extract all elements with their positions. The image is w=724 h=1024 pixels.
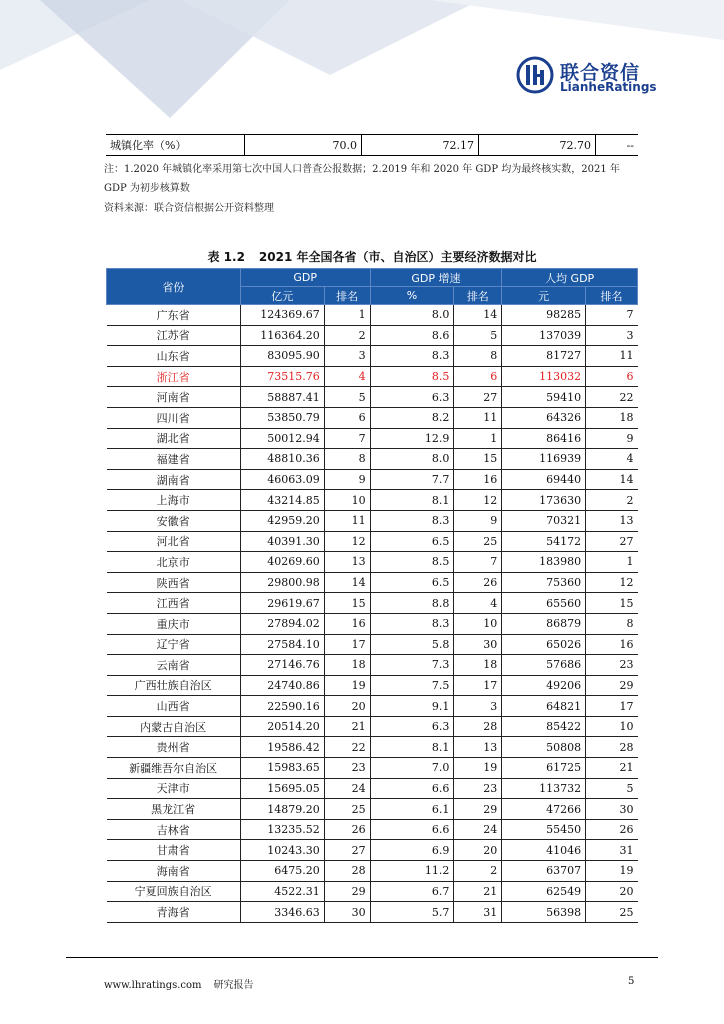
- province-cell: 重庆市: [107, 613, 241, 634]
- province-cell: 青海省: [107, 902, 241, 923]
- per-capita-rank-cell: 31: [586, 840, 638, 861]
- growth-cell: 8.2: [370, 407, 454, 428]
- table-row: [107, 778, 638, 799]
- per-capita-rank-cell: 20: [586, 881, 638, 902]
- province-cell: 天津市: [107, 778, 241, 799]
- brand-name-cn: 联合资信: [560, 62, 641, 84]
- gdp-rank-cell: 25: [324, 799, 370, 820]
- per-capita-rank-cell: 14: [586, 469, 638, 490]
- per-capita-rank-cell: 11: [586, 346, 638, 367]
- growth-rank-cell: 2: [454, 861, 502, 882]
- growth-rank-cell: 6: [454, 366, 502, 387]
- header-unit: 元: [502, 287, 586, 305]
- gdp-rank-cell: 10: [324, 490, 370, 511]
- gdp-cell: 3346.63: [240, 902, 324, 923]
- table-row: [107, 325, 638, 346]
- table-row: [107, 696, 638, 717]
- gdp-rank-cell: 5: [324, 387, 370, 408]
- table-row: [107, 572, 638, 593]
- header-province: 省份: [107, 269, 241, 305]
- gdp-cell: 20514.20: [240, 716, 324, 737]
- header-unit: %: [370, 287, 454, 305]
- per-capita-cell: 75360: [502, 572, 586, 593]
- table-row: [107, 655, 638, 676]
- growth-rank-cell: 15: [454, 449, 502, 470]
- growth-rank-cell: 14: [454, 305, 502, 326]
- gdp-rank-cell: 18: [324, 655, 370, 676]
- growth-cell: 5.8: [370, 634, 454, 655]
- gdp-cell: 43214.85: [240, 490, 324, 511]
- per-capita-rank-cell: 17: [586, 696, 638, 717]
- footer-url[interactable]: www.lhratings.com: [104, 980, 202, 991]
- growth-cell: 5.7: [370, 902, 454, 923]
- gdp-cell: 116364.20: [240, 325, 324, 346]
- gdp-rank-cell: 12: [324, 531, 370, 552]
- province-cell: 河南省: [107, 387, 241, 408]
- per-capita-rank-cell: 6: [586, 366, 638, 387]
- table-row: [107, 407, 638, 428]
- growth-rank-cell: 30: [454, 634, 502, 655]
- gdp-rank-cell: 29: [324, 881, 370, 902]
- province-cell: 北京市: [107, 552, 241, 573]
- header-rank: 排名: [324, 287, 370, 305]
- gdp-cell: 50012.94: [240, 428, 324, 449]
- gdp-cell: 15695.05: [240, 778, 324, 799]
- gdp-cell: 15983.65: [240, 758, 324, 779]
- cell: 70.0: [245, 135, 362, 156]
- header-gdp: GDP: [240, 269, 370, 287]
- province-cell: 广西壮族自治区: [107, 675, 241, 696]
- table-row: [107, 840, 638, 861]
- province-cell: 陕西省: [107, 572, 241, 593]
- gdp-rank-cell: 1: [324, 305, 370, 326]
- per-capita-rank-cell: 9: [586, 428, 638, 449]
- per-capita-rank-cell: 21: [586, 758, 638, 779]
- brand-logo: [516, 56, 657, 96]
- gdp-cell: 83095.90: [240, 346, 324, 367]
- province-cell: 广东省: [107, 305, 241, 326]
- per-capita-cell: 98285: [502, 305, 586, 326]
- growth-rank-cell: 1: [454, 428, 502, 449]
- province-cell: 辽宁省: [107, 634, 241, 655]
- province-cell: 四川省: [107, 407, 241, 428]
- table-row: [107, 613, 638, 634]
- gdp-cell: 73515.76: [240, 366, 324, 387]
- per-capita-cell: 59410: [502, 387, 586, 408]
- per-capita-cell: 70321: [502, 510, 586, 531]
- growth-cell: 6.9: [370, 840, 454, 861]
- growth-cell: 7.7: [370, 469, 454, 490]
- lianhe-logo-icon: [516, 56, 554, 94]
- gdp-rank-cell: 11: [324, 510, 370, 531]
- per-capita-cell: 113032: [502, 366, 586, 387]
- table-row: [107, 552, 638, 573]
- gdp-rank-cell: 26: [324, 819, 370, 840]
- table-note: 注：1.2020 年城镇化率采用第七次中国人口普查公报数据；2.2019 年和 2020 年 GDP 均为最终核实数，2021 年 GDP 为初步核算数: [104, 164, 620, 194]
- growth-cell: 6.3: [370, 387, 454, 408]
- growth-rank-cell: 31: [454, 902, 502, 923]
- cell: --: [596, 135, 639, 156]
- province-cell: 海南省: [107, 861, 241, 882]
- per-capita-rank-cell: 7: [586, 305, 638, 326]
- growth-rank-cell: 20: [454, 840, 502, 861]
- per-capita-cell: 50808: [502, 737, 586, 758]
- gdp-rank-cell: 19: [324, 675, 370, 696]
- gdp-cell: 27584.10: [240, 634, 324, 655]
- urbanization-table: [106, 134, 638, 156]
- growth-rank-cell: 11: [454, 407, 502, 428]
- growth-cell: 12.9: [370, 428, 454, 449]
- growth-cell: 6.6: [370, 778, 454, 799]
- growth-cell: 8.3: [370, 510, 454, 531]
- per-capita-rank-cell: 30: [586, 799, 638, 820]
- gdp-rank-cell: 28: [324, 861, 370, 882]
- growth-rank-cell: 16: [454, 469, 502, 490]
- gdp-rank-cell: 14: [324, 572, 370, 593]
- gdp-cell: 42959.20: [240, 510, 324, 531]
- gdp-rank-cell: 27: [324, 840, 370, 861]
- gdp-cell: 29619.67: [240, 593, 324, 614]
- gdp-cell: 19586.42: [240, 737, 324, 758]
- growth-cell: 7.5: [370, 675, 454, 696]
- header-unit: 亿元: [240, 287, 324, 305]
- data-source: 资料来源：联合资信根据公开资料整理: [104, 203, 274, 214]
- table-row: [107, 387, 638, 408]
- table-caption: [106, 248, 638, 265]
- growth-rank-cell: 24: [454, 819, 502, 840]
- per-capita-cell: 49206: [502, 675, 586, 696]
- per-capita-rank-cell: 15: [586, 593, 638, 614]
- table-row: [107, 737, 638, 758]
- caption-title: 2021 年全国各省（市、自治区）主要经济数据对比: [258, 250, 537, 264]
- footer: [104, 976, 254, 991]
- gdp-cell: 48810.36: [240, 449, 324, 470]
- per-capita-rank-cell: 26: [586, 819, 638, 840]
- gdp-cell: 27146.76: [240, 655, 324, 676]
- per-capita-rank-cell: 10: [586, 716, 638, 737]
- growth-cell: 11.2: [370, 861, 454, 882]
- table-row: [107, 819, 638, 840]
- table-row: [107, 758, 638, 779]
- per-capita-cell: 62549: [502, 881, 586, 902]
- gdp-cell: 4522.31: [240, 881, 324, 902]
- table-row: [107, 490, 638, 511]
- gdp-rank-cell: 6: [324, 407, 370, 428]
- per-capita-cell: 64821: [502, 696, 586, 717]
- per-capita-rank-cell: 16: [586, 634, 638, 655]
- gdp-rank-cell: 8: [324, 449, 370, 470]
- per-capita-cell: 57686: [502, 655, 586, 676]
- table-row: [107, 346, 638, 367]
- table-row: [107, 305, 638, 326]
- growth-rank-cell: 13: [454, 737, 502, 758]
- growth-cell: 8.0: [370, 449, 454, 470]
- province-cell: 江苏省: [107, 325, 241, 346]
- per-capita-rank-cell: 3: [586, 325, 638, 346]
- growth-cell: 8.3: [370, 613, 454, 634]
- per-capita-rank-cell: 25: [586, 902, 638, 923]
- per-capita-cell: 65026: [502, 634, 586, 655]
- header-gdp-growth: GDP 增速: [370, 269, 502, 287]
- growth-rank-cell: 29: [454, 799, 502, 820]
- table-row: [107, 716, 638, 737]
- growth-rank-cell: 5: [454, 325, 502, 346]
- gdp-rank-cell: 3: [324, 346, 370, 367]
- per-capita-cell: 69440: [502, 469, 586, 490]
- per-capita-cell: 54172: [502, 531, 586, 552]
- per-capita-cell: 47266: [502, 799, 586, 820]
- gdp-rank-cell: 15: [324, 593, 370, 614]
- province-cell: 河北省: [107, 531, 241, 552]
- per-capita-rank-cell: 18: [586, 407, 638, 428]
- province-cell: 山东省: [107, 346, 241, 367]
- per-capita-cell: 173630: [502, 490, 586, 511]
- per-capita-rank-cell: 23: [586, 655, 638, 676]
- table-row: [106, 135, 638, 156]
- per-capita-rank-cell: 29: [586, 675, 638, 696]
- growth-cell: 6.5: [370, 572, 454, 593]
- table-row: [107, 902, 638, 923]
- province-cell: 内蒙古自治区: [107, 716, 241, 737]
- growth-cell: 7.3: [370, 655, 454, 676]
- gdp-rank-cell: 30: [324, 902, 370, 923]
- gdp-rank-cell: 2: [324, 325, 370, 346]
- growth-cell: 7.0: [370, 758, 454, 779]
- row-label: 城镇化率（%）: [106, 135, 245, 156]
- per-capita-cell: 64326: [502, 407, 586, 428]
- growth-cell: 6.6: [370, 819, 454, 840]
- table-row: [107, 881, 638, 902]
- province-cell: 甘肃省: [107, 840, 241, 861]
- growth-cell: 6.3: [370, 716, 454, 737]
- header-rank: 排名: [586, 287, 638, 305]
- header-per-capita: 人均 GDP: [502, 269, 638, 287]
- per-capita-cell: 65560: [502, 593, 586, 614]
- growth-rank-cell: 8: [454, 346, 502, 367]
- growth-rank-cell: 3: [454, 696, 502, 717]
- table-row: [107, 510, 638, 531]
- footer-doc-type: 研究报告: [213, 980, 254, 991]
- gdp-cell: 6475.20: [240, 861, 324, 882]
- gdp-cell: 40391.30: [240, 531, 324, 552]
- growth-rank-cell: 28: [454, 716, 502, 737]
- province-cell: 上海市: [107, 490, 241, 511]
- province-cell: 宁夏回族自治区: [107, 881, 241, 902]
- per-capita-rank-cell: 13: [586, 510, 638, 531]
- province-cell: 浙江省: [107, 366, 241, 387]
- growth-rank-cell: 7: [454, 552, 502, 573]
- per-capita-cell: 85422: [502, 716, 586, 737]
- growth-cell: 8.5: [370, 552, 454, 573]
- gdp-rank-cell: 17: [324, 634, 370, 655]
- gdp-rank-cell: 16: [324, 613, 370, 634]
- per-capita-cell: 61725: [502, 758, 586, 779]
- gdp-cell: 46063.09: [240, 469, 324, 490]
- cell: 72.70: [479, 135, 596, 156]
- gdp-cell: 10243.30: [240, 840, 324, 861]
- table-row: [107, 861, 638, 882]
- brand-name-en: LianheRatings: [560, 80, 657, 94]
- per-capita-rank-cell: 28: [586, 737, 638, 758]
- province-cell: 江西省: [107, 593, 241, 614]
- gdp-cell: 53850.79: [240, 407, 324, 428]
- growth-rank-cell: 18: [454, 655, 502, 676]
- table-row: [107, 799, 638, 820]
- growth-rank-cell: 10: [454, 613, 502, 634]
- gdp-cell: 27894.02: [240, 613, 324, 634]
- growth-rank-cell: 25: [454, 531, 502, 552]
- growth-cell: 8.3: [370, 346, 454, 367]
- province-cell: 湖北省: [107, 428, 241, 449]
- gdp-rank-cell: 22: [324, 737, 370, 758]
- growth-cell: 8.8: [370, 593, 454, 614]
- province-cell: 黑龙江省: [107, 799, 241, 820]
- gdp-cell: 22590.16: [240, 696, 324, 717]
- growth-rank-cell: 21: [454, 881, 502, 902]
- growth-cell: 9.1: [370, 696, 454, 717]
- per-capita-rank-cell: 5: [586, 778, 638, 799]
- gdp-rank-cell: 4: [324, 366, 370, 387]
- per-capita-rank-cell: 4: [586, 449, 638, 470]
- per-capita-cell: 137039: [502, 325, 586, 346]
- growth-cell: 8.5: [370, 366, 454, 387]
- cell: 72.17: [362, 135, 479, 156]
- header-rank: 排名: [454, 287, 502, 305]
- per-capita-cell: 56398: [502, 902, 586, 923]
- growth-cell: 6.1: [370, 799, 454, 820]
- growth-cell: 8.0: [370, 305, 454, 326]
- per-capita-rank-cell: 8: [586, 613, 638, 634]
- gdp-cell: 24740.86: [240, 675, 324, 696]
- growth-rank-cell: 9: [454, 510, 502, 531]
- per-capita-cell: 41046: [502, 840, 586, 861]
- gdp-cell: 29800.98: [240, 572, 324, 593]
- gdp-rank-cell: 7: [324, 428, 370, 449]
- per-capita-cell: 81727: [502, 346, 586, 367]
- gdp-rank-cell: 21: [324, 716, 370, 737]
- province-cell: 云南省: [107, 655, 241, 676]
- footer-divider: [66, 957, 658, 958]
- per-capita-rank-cell: 2: [586, 490, 638, 511]
- per-capita-rank-cell: 1: [586, 552, 638, 573]
- per-capita-cell: 86879: [502, 613, 586, 634]
- per-capita-cell: 113732: [502, 778, 586, 799]
- table-row: [107, 449, 638, 470]
- provincial-economy-table: [106, 268, 638, 923]
- province-cell: 贵州省: [107, 737, 241, 758]
- province-cell: 吉林省: [107, 819, 241, 840]
- province-cell: 山西省: [107, 696, 241, 717]
- per-capita-cell: 116939: [502, 449, 586, 470]
- growth-cell: 6.5: [370, 531, 454, 552]
- growth-rank-cell: 23: [454, 778, 502, 799]
- gdp-cell: 124369.67: [240, 305, 324, 326]
- growth-rank-cell: 4: [454, 593, 502, 614]
- gdp-rank-cell: 24: [324, 778, 370, 799]
- table-row: [107, 428, 638, 449]
- per-capita-rank-cell: 12: [586, 572, 638, 593]
- province-cell: 福建省: [107, 449, 241, 470]
- per-capita-cell: 55450: [502, 819, 586, 840]
- growth-cell: 8.6: [370, 325, 454, 346]
- page-number: 5: [628, 976, 635, 987]
- province-cell: 安徽省: [107, 510, 241, 531]
- table-row: [107, 593, 638, 614]
- table-row: [107, 366, 638, 387]
- gdp-cell: 14879.20: [240, 799, 324, 820]
- gdp-cell: 58887.41: [240, 387, 324, 408]
- per-capita-rank-cell: 27: [586, 531, 638, 552]
- table-row: [107, 469, 638, 490]
- growth-cell: 6.7: [370, 881, 454, 902]
- gdp-rank-cell: 20: [324, 696, 370, 717]
- province-cell: 新疆维吾尔自治区: [107, 758, 241, 779]
- growth-rank-cell: 12: [454, 490, 502, 511]
- caption-number: 表 1.2: [207, 250, 245, 264]
- gdp-cell: 13235.52: [240, 819, 324, 840]
- growth-rank-cell: 26: [454, 572, 502, 593]
- province-cell: 湖南省: [107, 469, 241, 490]
- growth-rank-cell: 27: [454, 387, 502, 408]
- gdp-cell: 40269.60: [240, 552, 324, 573]
- gdp-rank-cell: 13: [324, 552, 370, 573]
- per-capita-cell: 86416: [502, 428, 586, 449]
- table-row: [107, 675, 638, 696]
- per-capita-cell: 63707: [502, 861, 586, 882]
- per-capita-rank-cell: 19: [586, 861, 638, 882]
- table-row: [107, 531, 638, 552]
- table-row: [107, 634, 638, 655]
- growth-rank-cell: 19: [454, 758, 502, 779]
- growth-rank-cell: 17: [454, 675, 502, 696]
- per-capita-rank-cell: 22: [586, 387, 638, 408]
- per-capita-cell: 183980: [502, 552, 586, 573]
- growth-cell: 8.1: [370, 737, 454, 758]
- gdp-rank-cell: 23: [324, 758, 370, 779]
- growth-cell: 8.1: [370, 490, 454, 511]
- gdp-rank-cell: 9: [324, 469, 370, 490]
